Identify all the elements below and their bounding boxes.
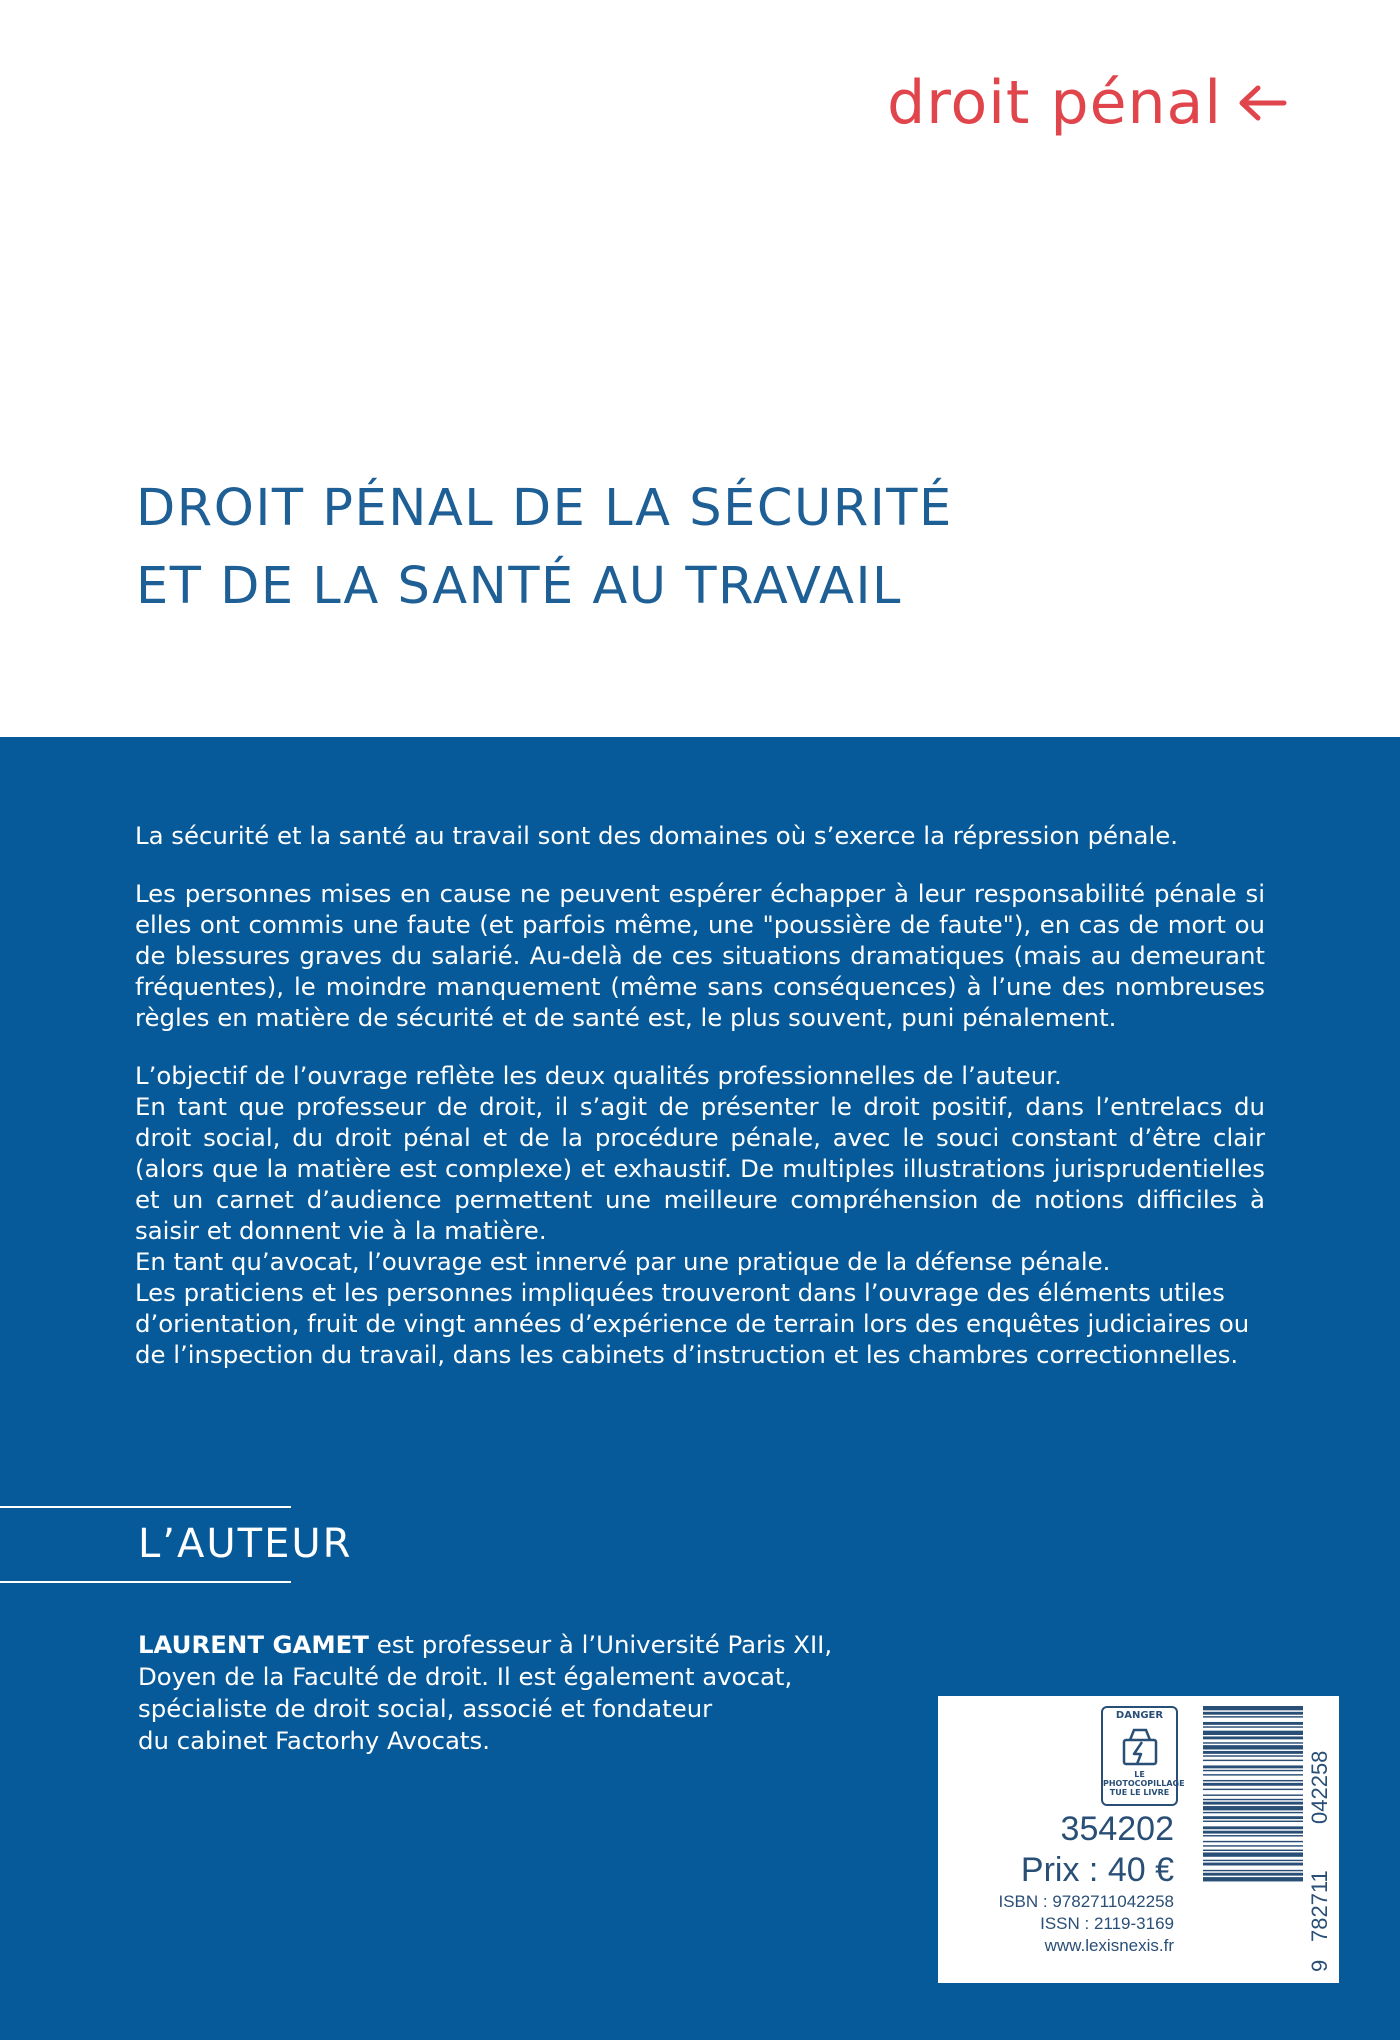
barcode-bar <box>1203 1799 1303 1800</box>
barcode-bar <box>1203 1770 1303 1771</box>
website: www.lexisnexis.fr <box>1044 1936 1174 1955</box>
barcode-bar <box>1203 1816 1303 1819</box>
barcode-bar <box>1203 1751 1303 1754</box>
barcode-digits-left: 782711 <box>1307 1870 1332 1942</box>
photocopy-warning-logo <box>1101 1706 1185 1806</box>
barcode-bar <box>1203 1821 1303 1822</box>
series-label <box>887 68 1288 138</box>
barcode-bar <box>1203 1736 1303 1739</box>
barcode-digit-first: 9 <box>1307 1959 1332 1972</box>
issn: ISSN : 2119-3169 <box>1040 1914 1174 1933</box>
barcode-bar <box>1203 1742 1303 1743</box>
author-bio-line-2: Doyen de la Faculté de droit. Il est également avocat, <box>138 1662 793 1691</box>
barcode-bar <box>1203 1712 1303 1715</box>
barcode-bar <box>1203 1873 1303 1876</box>
barcode-bar <box>1203 1765 1303 1768</box>
barcode-bar <box>1203 1774 1303 1775</box>
barcode-bar <box>1203 1760 1303 1761</box>
barcode-bar <box>1203 1845 1303 1846</box>
blurb-paragraph-4: En tant que professeur de droit, il s’agit de présenter le droit positif, dans l’entrelacs du droit social, du droit pénal et de la procédure pénale, avec le souci constant d’être clair (alors que la matière est complexe) et exhaustif. De multiples illustrations jurisprudentielles et un carnet d’audience permettent une meilleure compréhension de notions difficiles à saisir et donnent vie à la matière. <box>135 1092 1265 1245</box>
blurb-paragraph-2: Les personnes mises en cause ne peuvent espérer échapper à leur responsabilité pénale si elles ont commis une faute (et parfois même, une "poussière de faute"), en cas de mort ou de blessures graves du salarié. Au-delà de ces situations dramatiques (mais au demeurant fréquentes), le moindre manquement (même sans conséquences) à l’une des nombreuses règles en matière de sécurité et de santé est, le plus souvent, puni pénalement. <box>135 879 1265 1032</box>
isbn: ISBN : 9782711042258 <box>998 1892 1174 1911</box>
barcode-bar <box>1203 1870 1303 1871</box>
author-bio-line-1 <box>138 1629 878 1661</box>
author-bio-line-4: du cabinet Factorhy Avocats. <box>138 1726 490 1755</box>
barcode-bar <box>1203 1877 1303 1881</box>
barcode-bars <box>1203 1706 1303 1973</box>
author-bio <box>138 1629 878 1757</box>
barcode-bar <box>1203 1835 1303 1836</box>
barcode-bar <box>1203 1860 1303 1861</box>
danger-text-middle: LE PHOTOCOPILLAGE <box>1103 1770 1185 1788</box>
barcode-bar <box>1203 1852 1303 1856</box>
arrow-left-icon <box>1236 83 1288 123</box>
author-bio-line-3: spécialiste de droit social, associé et fondateur <box>138 1694 713 1723</box>
barcode-bar <box>1203 1794 1303 1795</box>
blurb-paragraph-3: L’objectif de l’ouvrage reflète les deux qualités professionnelles de l’auteur. <box>135 1061 1062 1090</box>
author-divider-top <box>0 1506 291 1508</box>
barcode-bar <box>1203 1806 1303 1810</box>
barcode-digits <box>1305 1706 1331 1973</box>
book-title-line-2: ET DE LA SANTÉ AU TRAVAIL <box>136 557 902 616</box>
photocopy-warning-icon <box>1120 1726 1160 1768</box>
blurb-paragraph-6: Les praticiens et les personnes impliquées trouveront dans l’ouvrage des éléments utiles d’orientation, fruit de vingt années d’expérience de terrain lors des enquêtes judiciaires ou de l’inspection du travail, dans les cabinets d’instruction et les chambres correctionnelles. <box>135 1278 1250 1369</box>
barcode <box>1193 1696 1339 1983</box>
barcode-bar <box>1203 1745 1303 1749</box>
author-bio-line-1-text: est professeur à l’Université Paris XII, <box>368 1630 833 1659</box>
author-name: LAURENT GAMET <box>138 1630 369 1659</box>
danger-text <box>1103 1770 1185 1797</box>
barcode-bar <box>1203 1789 1303 1790</box>
product-code: 354202 <box>1060 1810 1174 1848</box>
barcode-bar <box>1203 1726 1303 1727</box>
barcode-digits-right: 042258 <box>1307 1750 1332 1824</box>
barcode-bar <box>1203 1722 1303 1725</box>
danger-label: DANGER <box>1115 1710 1164 1721</box>
series-name: droit pénal <box>887 68 1222 138</box>
author-divider-bottom <box>0 1581 291 1583</box>
barcode-bar <box>1203 1863 1303 1866</box>
barcode-bar <box>1203 1731 1303 1735</box>
barcode-bar <box>1203 1831 1303 1834</box>
barcode-bar <box>1203 1802 1303 1805</box>
barcode-bar <box>1203 1783 1303 1786</box>
danger-text-bottom: TUE LE LIVRE <box>1109 1788 1170 1797</box>
barcode-bar <box>1203 1841 1303 1842</box>
barcode-bar <box>1203 1812 1303 1813</box>
barcode-bar <box>1203 1780 1303 1781</box>
author-heading: L’AUTEUR <box>138 1521 353 1567</box>
blurb-paragraph-1: La sécurité et la santé au travail sont des domaines où s’exerce la répression pénale. <box>135 821 1179 850</box>
barcode-bar <box>1203 1850 1303 1851</box>
price: Prix : 40 € <box>1020 1851 1174 1889</box>
book-blurb <box>135 820 1265 1370</box>
book-title <box>136 470 953 626</box>
blurb-paragraph-5: En tant qu’avocat, l’ouvrage est innervé par une pratique de la défense pénale. <box>135 1247 1111 1276</box>
barcode-bar <box>1203 1706 1303 1710</box>
barcode-bar <box>1203 1826 1303 1829</box>
barcode-bar <box>1203 1716 1303 1717</box>
barcode-bar <box>1203 1755 1303 1756</box>
cover-top-section <box>0 0 1400 737</box>
book-title-line-1: DROIT PÉNAL DE LA SÉCURITÉ <box>136 479 953 538</box>
